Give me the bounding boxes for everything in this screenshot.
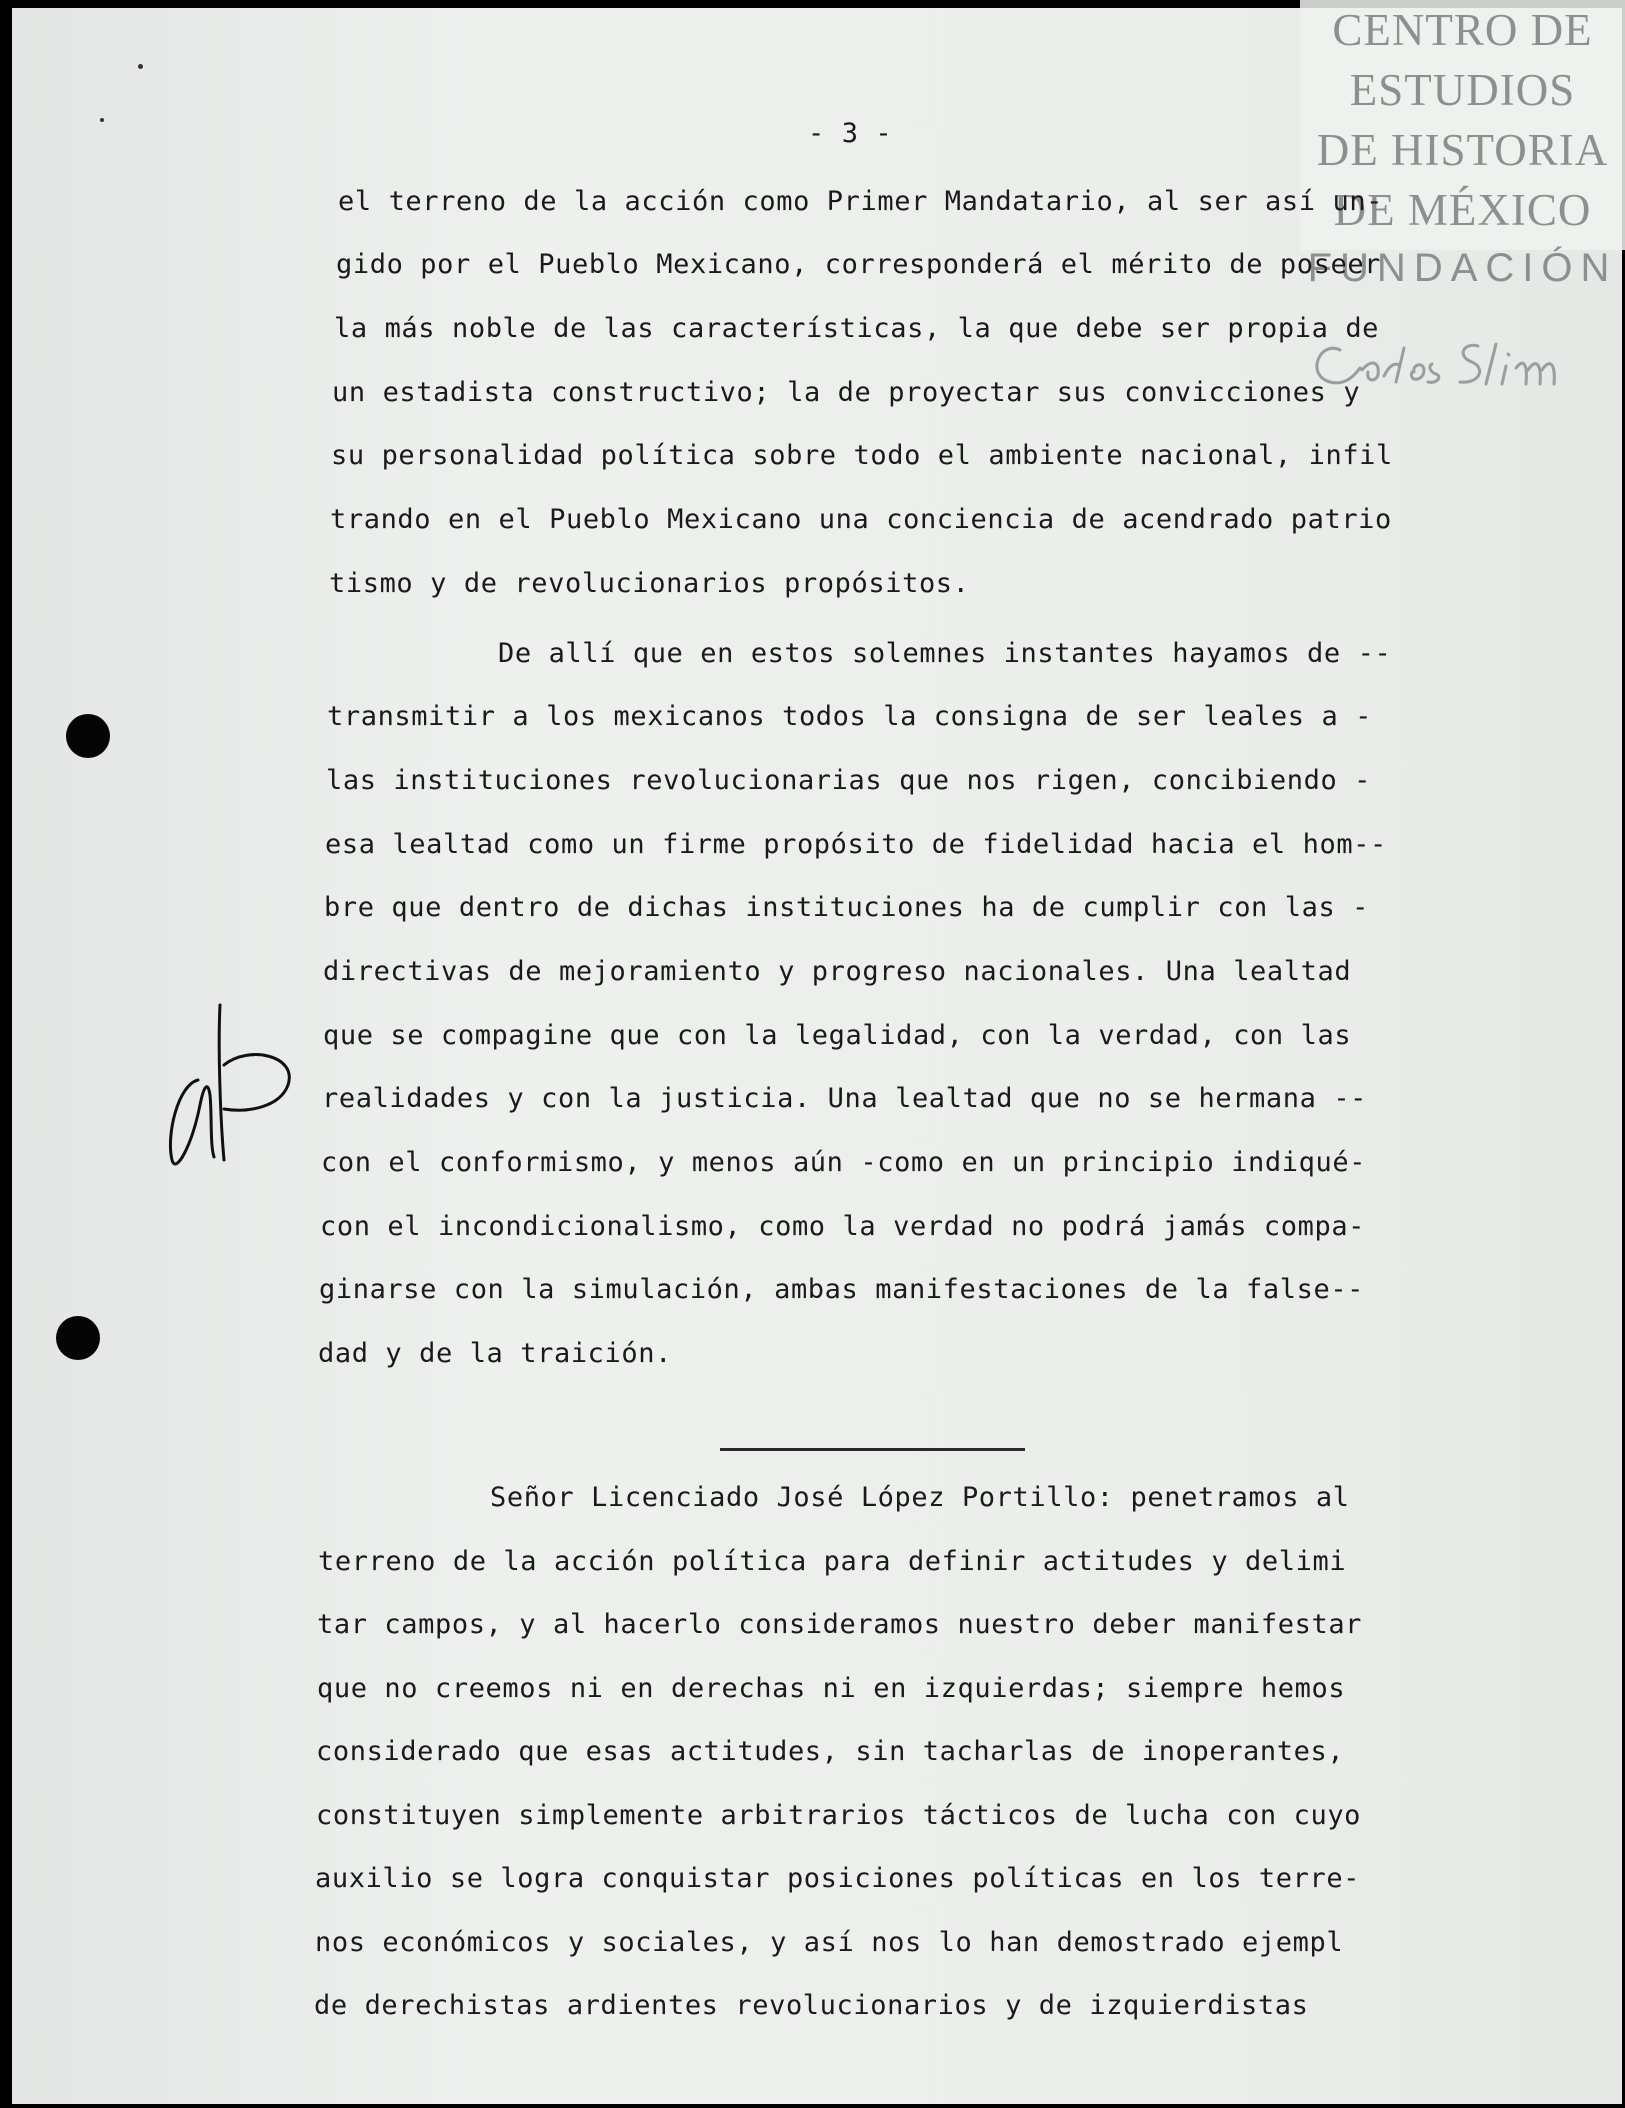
section-separator bbox=[720, 1448, 1025, 1451]
punch-hole-top bbox=[66, 714, 110, 758]
paragraph-1-line: su personalidad política sobre todo el ambiente nacional, infil bbox=[331, 440, 1393, 471]
paragraph-3-line: que no creemos ni en derechas ni en izquierdas; siempre hemos bbox=[317, 1673, 1346, 1704]
paragraph-3-line: terreno de la acción política para definir actitudes y delimi bbox=[318, 1546, 1347, 1577]
paragraph-2-line: De allí que en estos solemnes instantes hayamos de -- bbox=[498, 638, 1392, 669]
paragraph-1-line: gido por el Pueblo Mexicano, corresponderá el mérito de poseer bbox=[336, 249, 1382, 280]
paragraph-2-line: las instituciones revolucionarias que nos rigen, concibiendo - bbox=[326, 765, 1372, 796]
paragraph-2-line: realidades y con la justicia. Una lealtad que no se hermana -- bbox=[322, 1083, 1368, 1114]
paragraph-3-line: auxilio se logra conquistar posiciones políticas en los terre- bbox=[315, 1863, 1361, 1894]
paragraph-3-line: nos económicos y sociales, y así nos lo han demostrado ejempl bbox=[315, 1927, 1344, 1958]
paragraph-1-line: el terreno de la acción como Primer Mandatario, al ser así un- bbox=[338, 186, 1384, 217]
paragraph-1-line: un estadista constructivo; la de proyectar sus convicciones y bbox=[332, 377, 1361, 408]
paragraph-3-line: constituyen simplemente arbitrarios tácticos de lucha con cuyo bbox=[316, 1800, 1362, 1831]
watermark-line: DE HISTORIA bbox=[1316, 125, 1609, 175]
page-number: - 3 - bbox=[808, 118, 893, 149]
paragraph-2-line: bre que dentro de dichas instituciones ha de cumplir con las - bbox=[324, 892, 1370, 923]
punch-hole-bottom bbox=[56, 1316, 100, 1360]
paragraph-2-line: dad y de la traición. bbox=[318, 1338, 672, 1369]
watermark-line: ESTUDIOS bbox=[1349, 65, 1576, 115]
paragraph-1-line: tismo y de revolucionarios propósitos. bbox=[329, 568, 970, 599]
paragraph-2-line: con el incondicionalismo, como la verdad no podrá jamás compa- bbox=[320, 1211, 1366, 1242]
paragraph-2-line: con el conformismo, y menos aún -como en un principio indiqué- bbox=[321, 1147, 1367, 1178]
watermark-line: DE MÉXICO bbox=[1333, 185, 1592, 235]
paragraph-1-line: trando en el Pueblo Mexicano una conciencia de acendrado patrio bbox=[330, 504, 1392, 535]
paragraph-2-line: directivas de mejoramiento y progreso nacionales. Una lealtad bbox=[323, 956, 1352, 987]
paragraph-2-line: que se compagine que con la legalidad, con la verdad, con las bbox=[323, 1020, 1352, 1051]
paper-speck bbox=[138, 64, 143, 69]
paper-speck bbox=[100, 118, 104, 122]
paragraph-2-line: esa lealtad como un firme propósito de fidelidad hacia el hom-- bbox=[325, 829, 1387, 860]
paragraph-2-line: transmitir a los mexicanos todos la consigna de ser leales a - bbox=[327, 701, 1373, 732]
paragraph-3-line: Señor Licenciado José López Portillo: penetramos al bbox=[490, 1482, 1350, 1513]
handwritten-initials bbox=[158, 985, 308, 1175]
paragraph-3-line: tar campos, y al hacerlo consideramos nuestro deber manifestar bbox=[317, 1609, 1363, 1640]
paragraph-3-line: de derechistas ardientes revolucionarios y de izquierdistas bbox=[314, 1990, 1309, 2021]
paragraph-2-line: ginarse con la simulación, ambas manifestaciones de la false-- bbox=[319, 1274, 1365, 1305]
paragraph-3-line: considerado que esas actitudes, sin tacharlas de inoperantes, bbox=[316, 1736, 1345, 1767]
watermark-line: CENTRO DE bbox=[1332, 5, 1593, 55]
watermark-foundation: FUNDACIÓN bbox=[1307, 246, 1618, 290]
paragraph-1-line: la más noble de las características, la que debe ser propia de bbox=[334, 313, 1380, 344]
